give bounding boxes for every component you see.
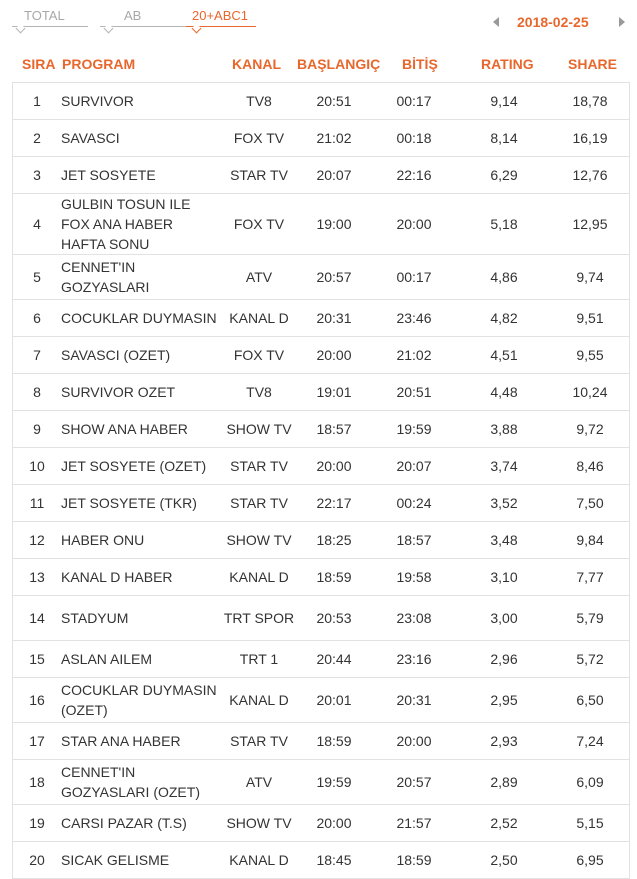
table-row [12, 373, 630, 410]
start-time-cell: 20:44 [316, 651, 352, 667]
rank-cell: 7 [33, 347, 41, 363]
program-cell: GULBIN TOSUN ILE FOX ANA HABER HAFTA SONU [61, 196, 191, 252]
share-cell: 7,77 [576, 569, 604, 585]
program-cell: STADYUM [61, 610, 129, 626]
table-row [12, 595, 630, 640]
start-time-cell: 19:01 [316, 384, 352, 400]
share-cell: 6,50 [576, 692, 604, 708]
table-row [12, 336, 630, 373]
rank-cell: 14 [29, 610, 45, 626]
start-time-cell: 18:57 [316, 421, 352, 437]
channel-cell: KANAL D [229, 310, 289, 326]
share-cell: 10,24 [572, 384, 608, 400]
channel-cell: STAR TV [230, 733, 288, 749]
end-time-cell: 00:18 [396, 130, 432, 146]
share-cell: 12,95 [572, 216, 608, 232]
start-time-cell: 20:07 [316, 167, 352, 183]
table-row [12, 119, 630, 156]
rating-cell: 2,50 [490, 852, 518, 868]
end-time-cell: 23:08 [396, 610, 432, 626]
rating-cell: 4,48 [490, 384, 518, 400]
channel-cell: STAR TV [230, 167, 288, 183]
header-sira[interactable]: SIRA [22, 56, 56, 72]
end-time-cell: 18:57 [396, 532, 432, 548]
end-time-cell: 00:17 [396, 93, 432, 109]
start-time-cell: 20:53 [316, 610, 352, 626]
program-cell: CENNET'IN GOZYASLARI (OZET) [61, 764, 200, 800]
end-time-cell: 18:59 [396, 852, 432, 868]
start-time-cell: 20:00 [316, 347, 352, 363]
rating-cell: 3,10 [490, 569, 518, 585]
share-cell: 16,19 [572, 130, 608, 146]
start-time-cell: 19:00 [316, 216, 352, 232]
channel-cell: SHOW TV [226, 421, 292, 437]
header-program[interactable]: PROGRAM [62, 56, 136, 72]
start-time-cell: 22:17 [316, 495, 352, 511]
end-time-cell: 20:51 [396, 384, 432, 400]
share-cell: 9,55 [576, 347, 604, 363]
start-time-cell: 18:59 [316, 569, 352, 585]
header-share[interactable]: SHARE [568, 56, 618, 72]
header-baslangic[interactable]: BAŞLANGIÇ [297, 56, 381, 72]
tab-20-abc1-label: 20+ABC1 [192, 8, 249, 23]
rank-cell: 5 [33, 269, 41, 285]
end-time-cell: 22:16 [396, 167, 432, 183]
start-time-cell: 18:45 [316, 852, 352, 868]
start-time-cell: 20:51 [316, 93, 352, 109]
start-time-cell: 18:59 [316, 733, 352, 749]
ratings-table [12, 82, 630, 879]
channel-cell: ATV [245, 269, 273, 285]
program-cell: KANAL D HABER [61, 569, 173, 585]
current-date[interactable]: 2018-02-25 [517, 14, 589, 30]
rank-cell: 1 [33, 93, 41, 109]
share-cell: 5,15 [576, 815, 604, 831]
program-cell: SURVIVOR [61, 93, 134, 109]
end-time-cell: 20:57 [396, 774, 432, 790]
tab-total[interactable] [24, 8, 65, 23]
channel-cell: TV8 [246, 384, 272, 400]
table-row [12, 299, 630, 336]
program-cell: SICAK GELISME [61, 852, 170, 868]
rank-cell: 9 [33, 421, 41, 437]
tab-20-abc1[interactable] [192, 8, 248, 23]
rank-cell: 4 [33, 216, 41, 232]
end-time-cell: 20:00 [396, 216, 432, 232]
table-row [12, 156, 630, 193]
program-cell: HABER ONU [61, 532, 145, 548]
program-cell: ASLAN AILEM [61, 651, 153, 667]
table-row [12, 193, 630, 254]
header-bitis[interactable]: BİTİŞ [402, 56, 438, 72]
rank-cell: 10 [29, 458, 45, 474]
share-cell: 6,09 [576, 774, 604, 790]
rank-cell: 11 [29, 495, 45, 511]
channel-cell: FOX TV [233, 216, 285, 232]
program-cell: JET SOSYETE [61, 167, 156, 183]
previous-date-arrow-icon[interactable] [493, 17, 499, 27]
rating-cell: 2,89 [490, 774, 518, 790]
end-time-cell: 21:57 [396, 815, 432, 831]
program-cell: SHOW ANA HABER [61, 421, 188, 437]
rank-cell: 18 [29, 774, 45, 790]
rating-cell: 9,14 [490, 93, 518, 109]
rank-cell: 13 [29, 569, 45, 585]
rating-cell: 4,86 [490, 269, 518, 285]
program-cell: SAVASCI (OZET) [61, 347, 171, 363]
end-time-cell: 00:17 [396, 269, 432, 285]
start-time-cell: 18:25 [316, 532, 352, 548]
channel-cell: FOX TV [233, 347, 285, 363]
rating-cell: 3,52 [490, 495, 518, 511]
rating-cell: 2,96 [490, 651, 518, 667]
start-time-cell: 20:00 [316, 458, 352, 474]
start-time-cell: 20:57 [316, 269, 352, 285]
channel-cell: KANAL D [229, 852, 289, 868]
end-time-cell: 23:16 [396, 651, 432, 667]
channel-cell: TRT 1 [239, 651, 279, 667]
share-cell: 6,95 [576, 852, 604, 868]
rating-cell: 4,51 [490, 347, 518, 363]
share-cell: 9,74 [576, 269, 604, 285]
channel-cell: STAR TV [230, 495, 288, 511]
tab-ab-label: AB [124, 8, 142, 23]
start-time-cell: 20:31 [316, 310, 352, 326]
share-cell: 9,72 [576, 421, 604, 437]
share-cell: 9,84 [576, 532, 604, 548]
table-row [12, 447, 630, 484]
table-row [12, 254, 630, 299]
end-time-cell: 19:59 [396, 421, 432, 437]
channel-cell: KANAL D [229, 692, 289, 708]
end-time-cell: 23:46 [396, 310, 432, 326]
end-time-cell: 21:02 [396, 347, 432, 363]
channel-cell: SHOW TV [226, 815, 292, 831]
channel-cell: KANAL D [229, 569, 289, 585]
table-row [12, 841, 630, 879]
tab-ab[interactable] [124, 8, 141, 23]
table-row [12, 82, 630, 119]
table-row [12, 521, 630, 558]
rating-cell: 4,82 [490, 310, 518, 326]
share-cell: 5,72 [576, 651, 604, 667]
rank-cell: 17 [29, 733, 45, 749]
share-cell: 9,51 [576, 310, 604, 326]
channel-cell: ATV [245, 774, 273, 790]
end-time-cell: 20:31 [396, 692, 432, 708]
rating-cell: 5,18 [490, 216, 518, 232]
rank-cell: 16 [29, 692, 45, 708]
table-row [12, 759, 630, 804]
rating-cell: 3,74 [490, 458, 518, 474]
end-time-cell: 20:07 [396, 458, 432, 474]
rank-cell: 15 [29, 651, 45, 667]
share-cell: 7,50 [576, 495, 604, 511]
start-time-cell: 21:02 [316, 130, 352, 146]
program-cell: STAR ANA HABER [61, 733, 181, 749]
header-kanal[interactable]: KANAL [232, 56, 281, 72]
start-time-cell: 20:00 [316, 815, 352, 831]
start-time-cell: 20:01 [316, 692, 352, 708]
end-time-cell: 00:24 [396, 495, 432, 511]
channel-cell: FOX TV [233, 130, 285, 146]
share-cell: 5,79 [576, 610, 604, 626]
share-cell: 8,46 [576, 458, 604, 474]
rating-cell: 2,93 [490, 733, 518, 749]
rating-cell: 3,00 [490, 610, 518, 626]
table-row [12, 722, 630, 759]
rating-cell: 3,88 [490, 421, 518, 437]
rank-cell: 2 [33, 130, 41, 146]
channel-cell: TRT SPOR [223, 610, 295, 626]
program-cell: CENNET'IN GOZYASLARI [61, 259, 150, 295]
channel-cell: STAR TV [230, 458, 288, 474]
program-cell: JET SOSYETE (TKR) [61, 495, 197, 511]
date-navigator [487, 14, 637, 34]
channel-cell: TV8 [246, 93, 272, 109]
program-cell: JET SOSYETE (OZET) [61, 458, 207, 474]
table-row [12, 640, 630, 677]
program-cell: SURVIVOR OZET [61, 384, 176, 400]
rank-cell: 8 [33, 384, 41, 400]
share-cell: 7,24 [576, 733, 604, 749]
table-row [12, 558, 630, 595]
program-cell: CARSI PAZAR (T.S) [61, 815, 187, 831]
program-cell: SAVASCI [61, 130, 120, 146]
table-row [12, 677, 630, 722]
table-row [12, 484, 630, 521]
start-time-cell: 19:59 [316, 774, 352, 790]
program-cell: COCUKLAR DUYMASIN [61, 310, 217, 326]
rank-cell: 6 [33, 310, 41, 326]
end-time-cell: 20:00 [396, 733, 432, 749]
program-cell: COCUKLAR DUYMASIN (OZET) [61, 682, 217, 718]
rank-cell: 20 [29, 852, 45, 868]
table-row [12, 804, 630, 841]
table-header [0, 56, 637, 74]
tab-total-label: TOTAL [24, 8, 65, 23]
rating-cell: 2,52 [490, 815, 518, 831]
rank-cell: 12 [29, 532, 45, 548]
header-rating[interactable]: RATING [481, 56, 534, 72]
share-cell: 12,76 [572, 167, 608, 183]
rank-cell: 3 [33, 167, 41, 183]
table-row [12, 410, 630, 447]
rating-cell: 8,14 [490, 130, 518, 146]
channel-cell: SHOW TV [226, 532, 292, 548]
share-cell: 18,78 [572, 93, 608, 109]
rating-cell: 3,48 [490, 532, 518, 548]
rating-cell: 2,95 [490, 692, 518, 708]
next-date-arrow-icon[interactable] [619, 17, 625, 27]
rating-cell: 6,29 [490, 167, 518, 183]
rank-cell: 19 [29, 815, 45, 831]
end-time-cell: 19:58 [396, 569, 432, 585]
